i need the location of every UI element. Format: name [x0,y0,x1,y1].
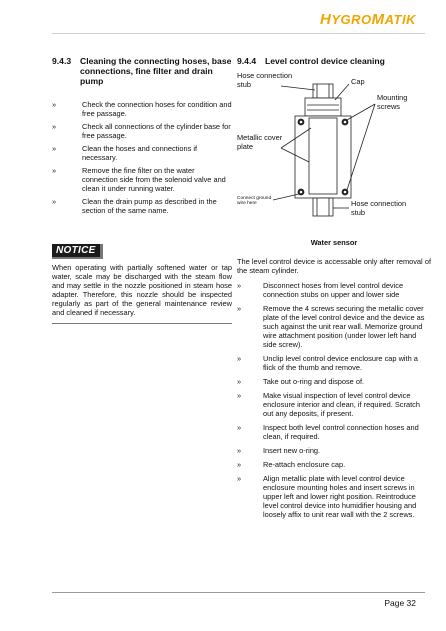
section-heading-9-4-3 [52,56,232,86]
intro-paragraph: The level control device is accessable only after removal of the steam cylinder. [237,257,431,276]
list-item: » Insert new o-ring. [237,446,321,456]
page-number: Page 32 [384,598,416,608]
list-item: » Re-attach enclosure cap. [237,460,346,470]
hygromatik-logo: HYGROMATIK [319,11,416,28]
right-column [237,56,431,524]
header-rule [52,33,425,34]
notice-text: When operating with partially softened water or tap water, scale may be discharged with the steam flow and may settle in the nozzle positioned in steam hose adapter. Therefore, this nozzle should be inspected regularly as part of the general maintenance review and cleaned if necessary. [52,263,232,318]
list-item: » Clean the drain pump as described in the section of the same name. [52,197,217,215]
diagram-caption: Water sensor [310,238,358,247]
footer-rule [52,592,425,593]
label-metallic-cover-plate: Metallic cover plate [237,133,283,151]
label-cap: Cap [351,77,365,86]
list-item: » Make visual inspection of level control device enclosure interior and clean, if required. Scratch out any deposits, if present. [237,391,420,419]
list-item: » Clean the hoses and connections if necessary. [52,144,198,162]
label-hose-stub-lower: Hose connection stub [351,199,407,217]
section-title: Level control device cleaning [265,56,385,66]
list-item: » Align metallic plate with level control device enclosure mounting holes and insert screws in upper left and lower right position. Reintroduce level control device into humidifier housing and loosely affix to unit rear wall with the 2 screws. [237,474,417,520]
section-number: 9.4.4 [237,56,257,66]
section-number: 9.4.3 [52,56,72,66]
list-item: » Disconnect hoses from level control device connection stubs on upper and lower side [237,281,404,300]
list-item: » Remove the fine filter on the water connection side from the solenoid valve and clean it under running water. [52,166,226,193]
section-heading-9-4-4 [237,56,431,66]
notice-rule [52,323,232,324]
bullet-list [237,281,431,519]
list-item: » Remove the 4 screws securing the metallic cover plate of the level control device and the device as such against the unit rear wall. Memorize ground wire attachment position (under lower left hand side screw). [237,304,425,350]
list-item: » Take out o-ring and dispose of. [237,377,365,387]
label-connect-ground: Connect ground wire here [237,196,272,207]
list-item: » Unclip level control device enclosure cap with a flick of the thumb and remove. [237,354,418,373]
bullet-list [52,100,232,215]
water-sensor-diagram [237,72,431,238]
list-item: » Check the connection hoses for condition and free passage. [52,100,232,118]
notice-badge: NOTICE [52,244,103,259]
section-title: Cleaning the connecting hoses, base connections, fine filter and drain pump [80,56,232,86]
label-hose-stub-upper: Hose connection stub [237,71,293,89]
list-item: » Check all connections of the cylinder base for free passage. [52,122,231,140]
left-column [52,56,232,324]
label-mounting-screws: Mounting screws [377,93,408,111]
list-item: » Inspect both level control connection hoses and clean, if required. [237,423,419,442]
